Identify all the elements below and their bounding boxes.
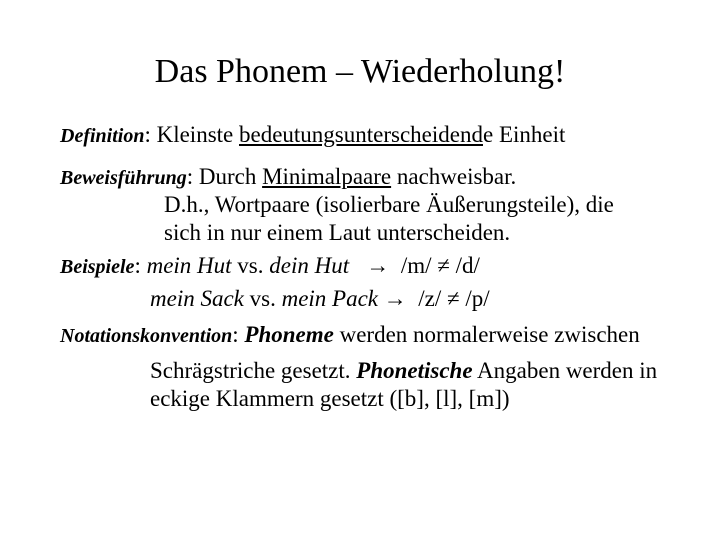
notation-label: Notationskonvention bbox=[60, 325, 233, 347]
beweis-line-1 bbox=[60, 164, 516, 190]
notation-line-1 bbox=[60, 322, 640, 348]
beweis-line-3: sich in nur einem Laut unterscheiden. bbox=[164, 220, 511, 245]
example-1-phoneme-1: /m/ bbox=[400, 253, 432, 278]
notation-text-2-post: Angaben werden in bbox=[472, 358, 658, 383]
example-2-phoneme-1: /z/ bbox=[418, 286, 442, 311]
beweis-underlined: Minimalpaare bbox=[262, 164, 392, 189]
beweis-colon: : bbox=[186, 164, 194, 189]
notation-text-1: werden normalerweise zwischen bbox=[333, 322, 640, 347]
slide-title: Das Phonem – Wiederholung! bbox=[154, 53, 566, 90]
definition-text-pre: Kleinste bbox=[156, 122, 239, 147]
example-2-word-1: mein Sack bbox=[150, 286, 244, 311]
beispiele-line-2 bbox=[150, 286, 490, 312]
example-1-word-2: dein Hut bbox=[269, 253, 350, 278]
example-2-vs: vs. bbox=[243, 286, 282, 311]
beweis-text-post: nachweisbar. bbox=[391, 164, 517, 189]
example-2-phoneme-2: /p/ bbox=[465, 286, 490, 311]
notation-line-2 bbox=[150, 358, 657, 384]
notation-colon: : bbox=[232, 322, 239, 347]
definition-colon: : bbox=[144, 122, 151, 147]
definition-line bbox=[60, 122, 565, 148]
beispiele-colon: : bbox=[134, 253, 141, 278]
definition-text-post: e Einheit bbox=[482, 122, 566, 147]
beweis-label: Beweisführung bbox=[60, 167, 187, 189]
notation-text-2-pre: Schrägstriche gesetzt. bbox=[150, 358, 357, 383]
example-1-phoneme-2: /d/ bbox=[455, 253, 480, 278]
example-1-arrow-icon: → bbox=[366, 253, 390, 278]
notation-bold-phoneme: Phoneme bbox=[244, 322, 334, 347]
notation-line-3: eckige Klammern gesetzt ([b], [l], [m]) bbox=[150, 386, 510, 411]
example-2-arrow-icon: → bbox=[383, 286, 407, 311]
example-1-word-1: mein Hut bbox=[146, 253, 232, 278]
beispiele-label: Beispiele bbox=[60, 256, 135, 278]
example-2-neq-icon: ≠ bbox=[447, 286, 460, 311]
notation-bold-phonetische: Phonetische bbox=[356, 358, 473, 383]
example-1-neq-icon: ≠ bbox=[437, 253, 450, 278]
example-1-vs: vs. bbox=[231, 253, 270, 278]
definition-underlined: bedeutungsunterscheidend bbox=[239, 122, 483, 147]
beweis-text-pre: Durch bbox=[198, 164, 263, 189]
beweis-line-2: D.h., Wortpaare (isolierbare Äußerungsteile), die bbox=[164, 192, 614, 217]
definition-label: Definition bbox=[60, 125, 145, 147]
example-2-word-2: mein Pack bbox=[281, 286, 379, 311]
beispiele-line-1 bbox=[60, 253, 480, 279]
